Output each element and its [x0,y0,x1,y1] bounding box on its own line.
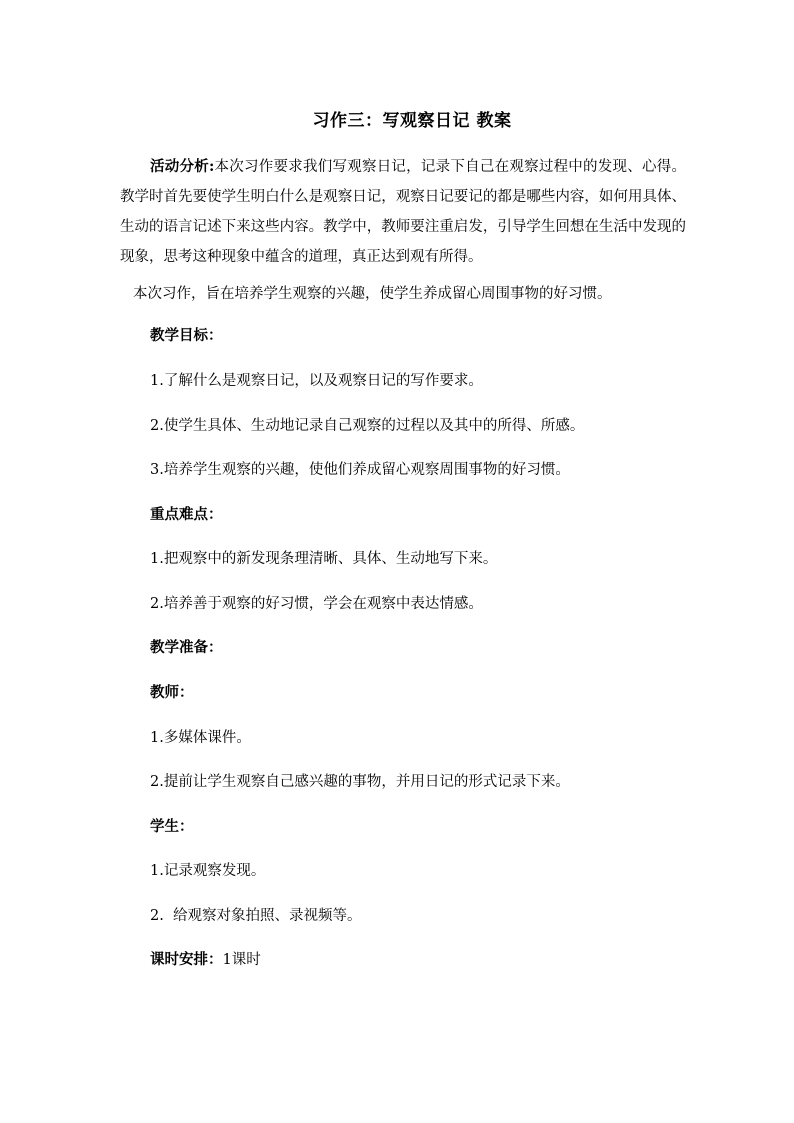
objective-item-3: 3.培养学生观察的兴趣，使他们养成留心观察周围事物的好习惯。 [150,462,570,478]
preparation-heading: 教学准备： [150,639,223,656]
page-title: 习作三：写观察日记 教案 [312,111,512,131]
keypoint-item-2: 2.培养善于观察的好习惯，学会在观察中表达情感。 [150,596,483,612]
objectives-heading: 教学目标： [150,327,223,344]
keypoints-heading: 重点难点： [150,506,223,523]
objective-item-2: 2.使学生具体、生动地记录自己观察的过程以及其中的所得、所感。 [150,418,585,434]
activity-analysis-label: 活动分析: [150,158,215,175]
teacher-item-2: 2.提前让学生观察自己感兴趣的事物，并用日记的形式记录下来。 [150,774,570,790]
activity-analysis-paragraph-2: 本次习作，旨在培养学生观察的兴趣，使学生养成留心周围事物的好习惯。 [133,286,612,302]
activity-analysis-paragraph [120,152,686,272]
teacher-item-1: 1.多媒体课件。 [150,730,251,746]
objective-item-1: 1.了解什么是观察日记，以及观察日记的写作要求。 [150,373,483,389]
schedule-value: 1课时 [222,952,261,968]
student-item-1: 1.记录观察发现。 [150,863,266,879]
student-item-2: 2. 给观察对象拍照、录视频等。 [150,908,362,924]
teacher-heading: 教师： [150,684,194,701]
schedule-heading: 课时安排： [150,951,223,968]
keypoint-item-1: 1.把观察中的新发现条理清晰、具体、生动地写下来。 [150,551,498,567]
schedule-line [150,948,261,972]
activity-analysis-text: 本次习作要求我们写观察日记，记录下自己在观察过程中的发现、心得。教学时首先要使学生明白什么是观察日记，观察日记要记的都是哪些内容，如何用具体、生动的语言记述下来这些内容。教学中，教师要注重启发，引导学生回想在生活中发现的现象，思考这种现象中蕴含的道理，真正达到观有所得。 [120,159,686,265]
student-heading: 学生： [150,818,194,835]
